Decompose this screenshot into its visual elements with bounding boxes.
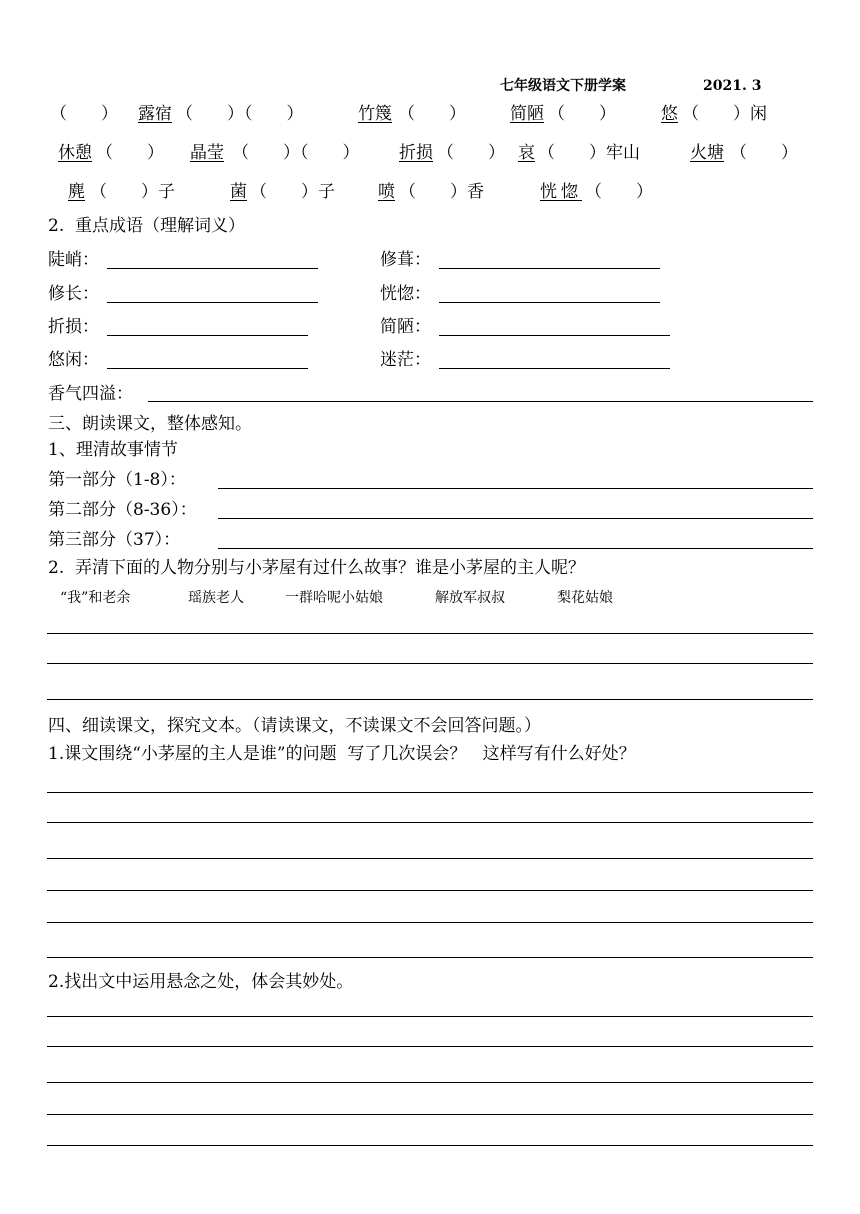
pinyin-word: 晶莹 bbox=[190, 143, 224, 163]
section-4-question-2: 2.找出文中运用悬念之处，体会其妙处。 bbox=[48, 972, 354, 992]
pinyin-word: 恍惚 bbox=[540, 182, 582, 202]
pinyin-blank: （ ） bbox=[730, 143, 798, 163]
section-2-heading: 2. 重点成语（理解词义） bbox=[48, 216, 246, 236]
answer-line bbox=[47, 1114, 813, 1115]
answer-line bbox=[47, 822, 813, 823]
pinyin-word: 喷 bbox=[378, 182, 395, 202]
character-name: 解放军叔叔 bbox=[435, 590, 505, 606]
pinyin-blank: （ ）子 bbox=[90, 182, 175, 202]
pinyin-blank: （ ）闲 bbox=[682, 104, 767, 124]
answer-line bbox=[107, 268, 318, 269]
pinyin-blank: （ ） bbox=[548, 104, 616, 124]
answer-line bbox=[218, 518, 813, 519]
term-label: 香气四溢： bbox=[48, 384, 133, 404]
answer-line bbox=[47, 1145, 813, 1146]
pinyin-word: 哀 bbox=[518, 143, 535, 163]
answer-line bbox=[47, 1046, 813, 1047]
pinyin-word: 麂 bbox=[68, 182, 85, 202]
term-label: 修长： bbox=[48, 284, 99, 304]
worksheet-title: 七年级语文下册学案 bbox=[500, 78, 626, 94]
term-label: 简陋： bbox=[380, 317, 431, 337]
pinyin-blank-0: （ ） bbox=[50, 104, 118, 124]
answer-line bbox=[47, 922, 813, 923]
term-label: 修葺： bbox=[380, 250, 431, 270]
answer-line bbox=[47, 792, 813, 793]
pinyin-word: 露宿 bbox=[138, 104, 172, 124]
answer-line bbox=[107, 335, 308, 336]
pinyin-blank: （ ）子 bbox=[250, 182, 335, 202]
part-label: 第一部分（1-8）： bbox=[48, 470, 186, 490]
pinyin-word: 悠 bbox=[661, 104, 678, 124]
answer-line bbox=[47, 858, 813, 859]
answer-line bbox=[439, 335, 670, 336]
answer-line bbox=[439, 368, 670, 369]
pinyin-word: 菌 bbox=[230, 182, 247, 202]
pinyin-blank: （ ）（ ） bbox=[176, 104, 304, 124]
pinyin-blank: （ ）（ ） bbox=[232, 143, 360, 163]
worksheet-date: 2021. 3 bbox=[703, 78, 762, 94]
pinyin-blank: （ ） bbox=[398, 104, 466, 124]
answer-line bbox=[47, 663, 813, 664]
pinyin-word: 竹篾 bbox=[358, 104, 392, 124]
character-name: “我”和老余 bbox=[60, 590, 131, 606]
character-name: 梨花姑娘 bbox=[557, 590, 613, 606]
answer-line bbox=[47, 957, 813, 958]
pinyin-blank: （ ） bbox=[437, 143, 505, 163]
term-label: 折损： bbox=[48, 317, 99, 337]
pinyin-blank: （ ） bbox=[585, 182, 653, 202]
term-label: 陡峭： bbox=[48, 250, 99, 270]
pinyin-blank: （ ）牢山 bbox=[538, 143, 640, 163]
answer-line bbox=[47, 699, 813, 700]
answer-line bbox=[218, 488, 813, 489]
answer-line bbox=[107, 368, 308, 369]
section-3-sub1: 1、理清故事情节 bbox=[48, 440, 178, 460]
part-label: 第二部分（8-36）： bbox=[48, 500, 197, 520]
answer-line bbox=[148, 401, 813, 402]
answer-line bbox=[439, 268, 660, 269]
answer-line bbox=[218, 548, 813, 549]
pinyin-word: 简陋 bbox=[510, 104, 544, 124]
pinyin-word: 火塘 bbox=[690, 143, 724, 163]
pinyin-blank: （ ） bbox=[96, 143, 164, 163]
answer-line bbox=[439, 302, 660, 303]
pinyin-word: 休憩 bbox=[58, 143, 92, 163]
character-name: 一群哈呢小姑娘 bbox=[285, 590, 383, 606]
answer-line bbox=[47, 1016, 813, 1017]
character-name: 瑶族老人 bbox=[188, 590, 244, 606]
section-3-heading: 三、朗读课文，整体感知。 bbox=[48, 414, 252, 434]
pinyin-blank: （ ）香 bbox=[399, 182, 484, 202]
term-label: 迷茫： bbox=[380, 350, 431, 370]
section-4-question-1: 1.课文围绕“小茅屋的主人是谁”的问题 写了几次误会？ 这样写有什么好处？ bbox=[48, 744, 636, 764]
term-label: 悠闲： bbox=[48, 350, 99, 370]
term-label: 恍惚： bbox=[380, 284, 431, 304]
part-label: 第三部分（37）： bbox=[48, 530, 181, 550]
answer-line bbox=[47, 890, 813, 891]
section-3-question-2: 2. 弄清下面的人物分别与小茅屋有过什么故事？谁是小茅屋的主人呢？ bbox=[48, 558, 586, 578]
answer-line bbox=[47, 633, 813, 634]
pinyin-word: 折损 bbox=[399, 143, 433, 163]
answer-line bbox=[47, 1082, 813, 1083]
answer-line bbox=[107, 302, 318, 303]
section-4-heading: 四、细读课文，探究文本。（请读课文，不读课文不会回答问题。） bbox=[48, 716, 541, 736]
